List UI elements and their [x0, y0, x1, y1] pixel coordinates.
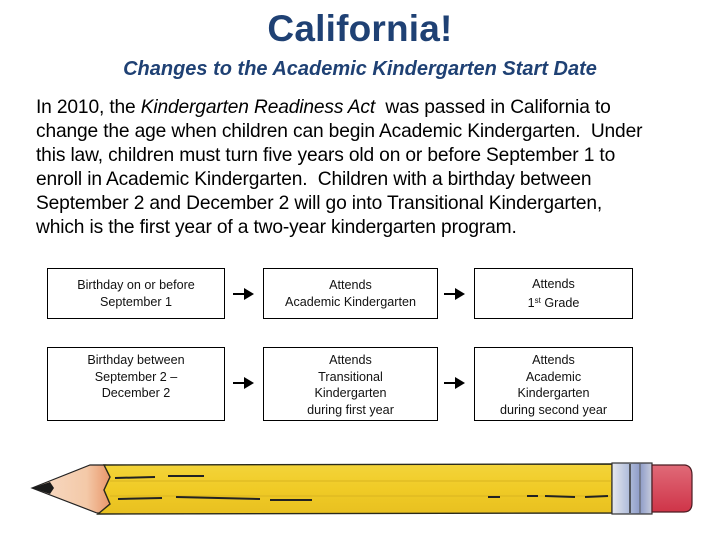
flow-box-transitional-kindergarten — [263, 347, 438, 421]
flow-box-birthday-before-sep1 — [47, 268, 225, 319]
grade-label: Grade — [540, 295, 580, 310]
intro-line: this law, children must turn five years old on or before September 1 to — [36, 145, 616, 166]
page-title: California! — [267, 8, 453, 49]
flow-box-academic-kindergarten — [263, 268, 438, 319]
box-text — [475, 293, 632, 312]
intro-line: which is the first year of a two-year kindergarten program. — [36, 217, 517, 238]
flow-box-academic-second-year — [474, 347, 633, 421]
box-text: Kindergarten — [314, 386, 387, 400]
page-subtitle: Changes to the Academic Kindergarten Start Date — [123, 58, 597, 80]
intro-line: September 2 and December 2 will go into Transitional Kindergarten, — [36, 193, 603, 214]
box-text: Birthday between — [87, 353, 185, 367]
box-text: Academic Kindergarten — [285, 294, 416, 309]
act-name: Kindergarten Readiness Act — [140, 97, 376, 118]
intro-text: In 2010, the — [36, 97, 141, 118]
arrow-right-icon — [233, 377, 255, 389]
box-text: Attends — [329, 278, 372, 292]
arrow-right-icon — [444, 288, 466, 300]
arrow-right-icon — [233, 288, 255, 300]
box-text: during first year — [307, 402, 394, 417]
arrow-right-icon — [444, 377, 466, 389]
intro-line — [36, 96, 716, 120]
box-text: September 2 – — [94, 369, 178, 384]
box-text: December 2 — [101, 386, 171, 400]
intro-line: enroll in Academic Kindergarten. Children with a birthday between — [36, 169, 592, 190]
box-text: Kindergarten — [517, 386, 590, 400]
intro-paragraph — [36, 96, 716, 240]
intro-line: change the age when children can begin Academic Kindergarten. Under — [36, 121, 643, 142]
box-text: September 1 — [99, 294, 173, 309]
flow-box-first-grade — [474, 268, 633, 319]
box-text: Attends — [532, 353, 575, 367]
box-text: during second year — [499, 402, 608, 417]
box-text: Birthday on or before — [77, 278, 195, 292]
box-text: Attends — [329, 353, 372, 367]
pencil-icon — [0, 430, 720, 540]
box-text: Academic — [525, 369, 582, 384]
grade-number: 1 — [527, 295, 535, 310]
ordinal-suffix: st — [534, 295, 541, 305]
box-text: Transitional — [318, 369, 383, 384]
intro-text: was passed in California to — [375, 97, 611, 118]
box-text: Attends — [532, 277, 575, 291]
flow-box-birthday-sep2-dec2 — [47, 347, 225, 421]
